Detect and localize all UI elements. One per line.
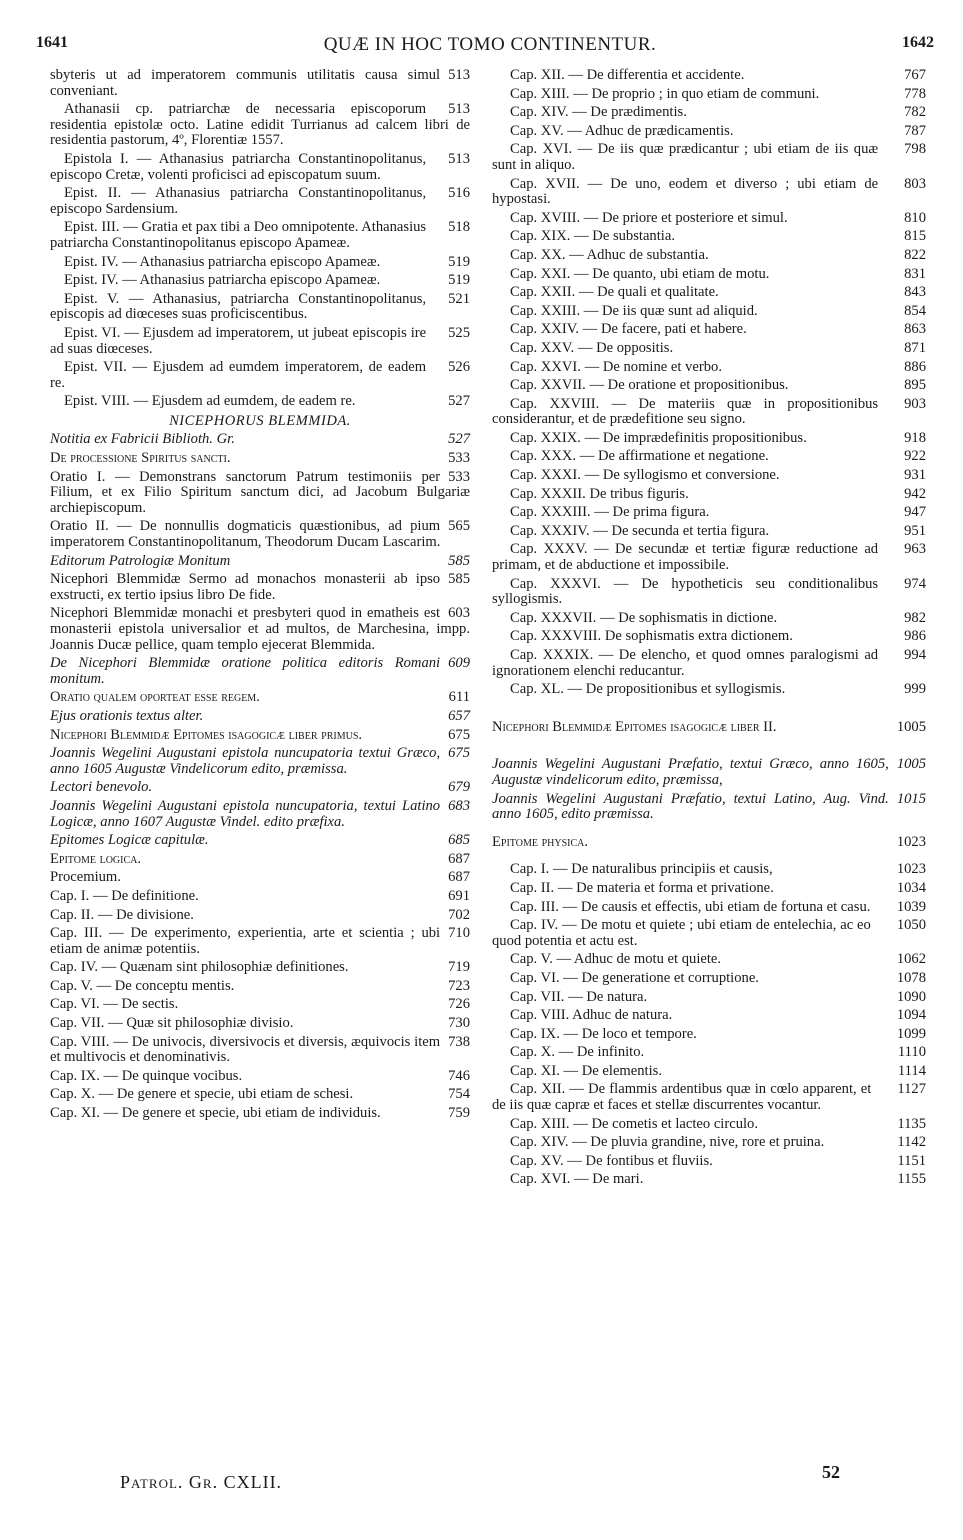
toc-entry [50, 960, 470, 976]
page-number: 822 [904, 246, 926, 263]
entry-text: Nicephori Blemmidæ Sermo ad monachos monasterii ab ipso exstructi, ex tertio ipsius libro De fide. [50, 571, 441, 603]
entry-text: Cap. VIII. — De univocis, diversivocis et diversis, æquivocis item et multivocis et denominativis. [50, 1033, 441, 1066]
entry-text: Cap. XVI. — De iis quæ prædicantur ; ubi etiam de iis quæ sunt in aliquo. [492, 141, 879, 173]
toc-entry [492, 648, 926, 679]
page-number: 951 [904, 522, 926, 539]
entry-text: Cap. V. — Adhuc de motu et quiete. [510, 951, 722, 968]
page-number: 994 [904, 647, 926, 663]
toc-entry [492, 1008, 926, 1024]
page-number: 657 [448, 707, 470, 724]
toc-entry [492, 720, 926, 736]
page-number: 702 [448, 906, 470, 923]
toc-entry [492, 990, 926, 1006]
page-number: 903 [904, 395, 926, 412]
page-number: 719 [448, 959, 470, 976]
entry-text: Epist. V. — Athanasius, patriarcha Constantinopolitanus, episcopis ad diœceses suas proficiscentibus. [50, 290, 427, 323]
page-number: 675 [448, 726, 470, 743]
toc-entry [492, 87, 926, 103]
toc-entry [492, 629, 926, 645]
entry-text: Cap. XV. — De fontibus et fluviis. [510, 1152, 713, 1169]
toc-entry [492, 211, 926, 227]
volume-signature: Patrol. Gr. CXLII. [120, 1472, 283, 1492]
page-number: 726 [448, 996, 470, 1013]
page-number: 687 [448, 869, 470, 886]
entry-text: Cap. VIII. Adhuc de natura. [510, 1007, 673, 1024]
entry-text: Nicephori Blemmidæ Epitomes isagogicæ liber primus. [50, 726, 363, 743]
page-number: 1023 [896, 833, 926, 850]
toc-entry [492, 900, 926, 916]
toc-entry [50, 519, 470, 550]
entry-text: Cap. IV. — Quænam sint philosophiæ definitiones. [50, 959, 349, 976]
entry-text: Cap. XXXVI. — De hypotheticis seu conditionalibus syllogismis. [492, 575, 879, 608]
toc-entry [492, 524, 926, 540]
toc-entry [50, 394, 470, 410]
toc-entry [492, 177, 926, 208]
page-number: 1090 [896, 988, 926, 1005]
entry-text: Cap. XII. — De flammis ardentibus quæ in cœlo apparent, et de iis quæ capræ et faces et stellæ discurrentes vocantur. [492, 1081, 872, 1114]
page-number: 730 [448, 1015, 470, 1032]
toc-entry [492, 142, 926, 173]
toc-entry [50, 656, 470, 687]
toc-entry [50, 690, 470, 706]
page-number: 513 [448, 150, 470, 167]
page-number: 1127 [897, 1081, 926, 1098]
entry-text: De Nicephori Blemmidæ oratione politica editoris Romani monitum. [50, 655, 441, 687]
entry-text: Oratio qualem oporteat esse regem. [50, 689, 260, 706]
page-number: 533 [448, 450, 470, 467]
page-number: 513 [448, 67, 470, 83]
entry-text: Oratio I. — Demonstrans sanctorum Patrum testimoniis per Filium, et ex Filio Spiritum sanctum dici, ad Jacobum Bulgariæ archiepiscopum. [50, 468, 470, 516]
entry-text: Cap. VI. — De sectis. [50, 996, 179, 1013]
entry-text: De processione Spiritus sancti. [50, 450, 231, 467]
entry-text: Epist. III. — Gratia et pax tibi a Deo omnipotente. Athanasius patriarcha Constantinopolitanus episcopo Apameæ. [50, 219, 427, 251]
entry-text: Cap. XXXVIII. De sophismatis extra dictionem. [510, 628, 793, 645]
toc-entry [492, 304, 926, 320]
page-number: 767 [904, 67, 926, 83]
toc-entry [492, 611, 926, 627]
entry-text: Ejus orationis textus alter. [50, 707, 204, 724]
toc-entry [50, 746, 470, 777]
page-number: 815 [904, 228, 926, 245]
toc-entry [492, 1154, 926, 1170]
page-number: 942 [904, 485, 926, 502]
page-number: 533 [448, 468, 470, 485]
entry-text: Cap. XXVII. — De oratione et propositionibus. [510, 377, 789, 394]
page-number: 1005 [896, 756, 926, 773]
entry-text: Cap. XXXV. — De secundæ et tertiæ figuræ reductione ad primam, et de abductione et impossibile. [492, 541, 879, 574]
toc-entry [492, 124, 926, 140]
page-number: 710 [448, 925, 470, 942]
entry-text: Cap. XIII. — De proprio ; in quo etiam de communi. [510, 85, 820, 102]
toc-entry [492, 881, 926, 897]
entry-text: Cap. III. — De causis et effectis, ubi etiam de fortuna et casu. [510, 898, 871, 915]
entry-text: Cap. XXVIII. — De materiis quæ in propositionibus considerantur, et de prædefitione seu signo. [492, 395, 879, 428]
entry-text: Epist. IV. — Athanasius patriarcha episcopo Apameæ. [64, 272, 381, 289]
entry-text: Joannis Wegelini Augustani Præfatio, textui Græco, anno 1605, Augustæ vindelicorum edito, præmissa, [492, 756, 889, 788]
page-number: 565 [448, 518, 470, 535]
entry-text: Lectori benevolo. [50, 779, 153, 796]
toc-entry [492, 431, 926, 447]
page-number: 611 [448, 689, 470, 706]
entry-text: Cap. III. — De experimento, experientia, arte et scientia ; ubi etiam de animæ potentiis. [50, 925, 441, 957]
page-number: 778 [904, 85, 926, 102]
toc-entry [50, 1106, 470, 1122]
entry-text: Oratio II. — De nonnullis dogmaticis quæstionibus, ad pium imperatorem Constantinopolitanum, Theodorum Ducam Lascarim. [50, 518, 441, 551]
page-number: 513 [448, 101, 470, 118]
page-number: 1005 [896, 718, 926, 735]
toc-entry [492, 1172, 926, 1188]
toc-entry [50, 1035, 470, 1066]
entry-text: Cap. XXXIX. — De elencho, et quod omnes paralogismi ad ignorationem elenchi reducantur. [492, 647, 879, 679]
entry-text: Cap. IX. — De loco et tempore. [510, 1025, 697, 1042]
right-column-number: 1642 [902, 34, 934, 51]
toc-entry [492, 505, 926, 521]
page-number: 810 [904, 209, 926, 226]
toc-entry [50, 273, 470, 289]
toc-entry [50, 606, 470, 653]
page-number: 683 [448, 797, 470, 814]
page-number: 527 [448, 393, 470, 410]
toc-entry [492, 862, 926, 878]
toc-entry [50, 102, 470, 149]
right-column [492, 68, 926, 1191]
page-number: 1015 [896, 790, 926, 807]
page-number: 803 [904, 175, 926, 192]
toc-entry [492, 835, 926, 851]
running-title: QUÆ IN HOC TOMO CONTINENTUR. [323, 34, 657, 55]
entry-text: Cap. XXXII. De tribus figuris. [510, 485, 689, 502]
entry-text: Epitomes Logicæ capitulæ. [50, 832, 209, 849]
toc-entry [50, 852, 470, 868]
toc-entry [50, 926, 470, 957]
toc-entry [492, 105, 926, 121]
toc-entry [492, 1135, 926, 1151]
page-number: 687 [448, 850, 470, 867]
page-number: 738 [448, 1033, 470, 1050]
page-number: 863 [904, 321, 926, 338]
page-number: 526 [448, 359, 470, 376]
page-number: 518 [448, 219, 470, 236]
entry-text: Cap. XXXIV. — De secunda et tertia figura. [510, 522, 770, 539]
toc-entry [492, 577, 926, 608]
toc-entry [492, 468, 926, 484]
page-number: 1135 [897, 1115, 926, 1132]
page-number: 1151 [897, 1152, 926, 1169]
page-number: 782 [904, 104, 926, 121]
entry-text: Cap. IX. — De quinque vocibus. [50, 1067, 243, 1084]
entry-text: Joannis Wegelini Augustani epistola nuncupatoria, textui Latino Logicæ, anno 1607 Augustæ Vindel. edito præfixa. [50, 797, 441, 830]
page-number: 886 [904, 358, 926, 375]
page-number: 1114 [897, 1062, 926, 1079]
page-number: 963 [904, 541, 926, 558]
toc-entry [50, 709, 470, 725]
entry-text: Cap. XXXI. — De syllogismo et conversione. [510, 467, 780, 484]
toc-entry [50, 186, 470, 217]
page-number: 931 [904, 467, 926, 484]
toc-entry [492, 1045, 926, 1061]
page-number: 1099 [896, 1025, 926, 1042]
page-number: 1142 [897, 1134, 926, 1151]
toc-entry [50, 292, 470, 323]
entry-text: Joannis Wegelini Augustani Præfatio, textui Latino, Aug. Vind. anno 1605, edito præmissa. [492, 790, 889, 823]
entry-text: Cap. XV. — Adhuc de prædicamentis. [510, 122, 734, 139]
toc-entry [492, 918, 926, 949]
entry-text: Cap. XL. — De propositionibus et syllogismis. [510, 681, 786, 698]
toc-entry [50, 360, 470, 391]
toc-entry [492, 487, 926, 503]
page-number: 986 [904, 628, 926, 645]
entry-text: Cap. XXXVII. — De sophismatis in dictione. [510, 609, 778, 626]
page-number: 527 [448, 431, 470, 448]
toc-entry [50, 470, 470, 517]
toc-entry [492, 971, 926, 987]
entry-text: Cap. XXIV. — De facere, pati et habere. [510, 321, 747, 338]
entry-text: Nicephori Blemmidæ Epitomes isagogicæ liber II. [492, 718, 777, 735]
toc-entry [492, 378, 926, 394]
page-number: 1039 [896, 898, 926, 915]
toc-entry [492, 267, 926, 283]
toc-entry [50, 414, 470, 430]
entry-text: Cap. XIV. — De pluvia grandine, nive, rore et pruina. [510, 1134, 825, 1151]
toc-entry [492, 68, 926, 84]
entry-text: Cap. XXXIII. — De prima figura. [510, 504, 710, 521]
page-number: 1078 [896, 969, 926, 986]
page-number: 603 [448, 605, 470, 622]
page-number: 675 [448, 745, 470, 762]
entry-text: Joannis Wegelini Augustani epistola nuncupatoria textui Græco, anno 1605 Augustæ Vindelicorum edito, præmissa. [50, 745, 441, 777]
page-number: 1034 [896, 879, 926, 896]
toc-entry [492, 360, 926, 376]
entry-text: Epist. IV. — Athanasius patriarcha episcopo Apameæ. [64, 253, 381, 270]
page-number: 759 [448, 1105, 470, 1122]
toc-entry [50, 979, 470, 995]
entry-text: Cap. IV. — De motu et quiete ; ubi etiam de entelechia, ac eo quod potentia et actu est. [492, 917, 871, 949]
entry-text: Cap. II. — De divisione. [50, 906, 194, 923]
entry-text: Cap. XXX. — De affirmatione et negatione. [510, 448, 769, 465]
entry-text: Cap. XIV. — De prædimentis. [510, 104, 687, 121]
page-number: 519 [448, 272, 470, 289]
page-number: 609 [448, 655, 470, 672]
toc-entry [492, 1117, 926, 1133]
entry-text: NICEPHORUS BLEMMIDA. [169, 412, 351, 429]
entry-text: Cap. II. — De materia et forma et privatione. [510, 879, 774, 896]
toc-entry [492, 1064, 926, 1080]
toc-entry [50, 451, 470, 467]
page-number: 922 [904, 448, 926, 465]
toc-entry [492, 397, 926, 428]
page-number: 918 [904, 429, 926, 446]
entry-text: Epist. VII. — Ejusdem ad eumdem imperatorem, de eadem re. [50, 359, 427, 391]
entry-text: Cap. XVI. — De mari. [510, 1171, 644, 1188]
toc-entry [50, 799, 470, 830]
entry-text: Cap. XXVI. — De nomine et verbo. [510, 358, 722, 375]
toc-entry [50, 152, 470, 183]
sheet-number: 52 [822, 1462, 840, 1482]
page-number: 516 [448, 185, 470, 202]
page-number: 691 [448, 887, 470, 904]
toc-entry [492, 248, 926, 264]
toc-entry [492, 1082, 926, 1113]
entry-text: Cap. XI. — De elementis. [510, 1062, 662, 1079]
entry-text: Nicephori Blemmidæ monachi et presbyteri quod in ematheis est monasterii epistola universalior et ad multos, de Marchesina, impp. Joannis Ducæ pellice, quam templo ejecerat Blemmida. [50, 605, 470, 653]
toc-entry [50, 326, 470, 357]
entry-text: Cap. X. — De infinito. [510, 1044, 645, 1061]
page-number: 831 [904, 265, 926, 282]
entry-text: Cap. XI. — De genere et specie, ubi etiam de individuis. [50, 1105, 381, 1122]
page-number: 798 [904, 141, 926, 158]
toc-entry [50, 780, 470, 796]
entry-text: Editorum Patrologiæ Monitum [50, 552, 231, 569]
entry-text: Cap. XX. — Adhuc de substantia. [510, 246, 709, 263]
page-number: 1023 [896, 861, 926, 878]
page-number: 1110 [897, 1044, 926, 1061]
page-number: 947 [904, 504, 926, 521]
page-number: 1094 [896, 1007, 926, 1024]
toc-entry [50, 554, 470, 570]
entry-text: Cap. VII. — Quæ sit philosophiæ divisio. [50, 1015, 294, 1032]
entry-text: Cap. XVIII. — De priore et posteriore et simul. [510, 209, 788, 226]
toc-entry [492, 1027, 926, 1043]
page-number: 1062 [896, 951, 926, 968]
page-number: 974 [904, 575, 926, 592]
page-number: 895 [904, 377, 926, 394]
entry-text: Cap. XXV. — De oppositis. [510, 339, 674, 356]
entry-text: Notitia ex Fabricii Biblioth. Gr. [50, 431, 235, 448]
entry-text: Epist. VI. — Ejusdem ad imperatorem, ut jubeat episcopis ire ad suas diœceses. [50, 324, 427, 357]
entry-text: Epitome physica. [492, 833, 589, 850]
page-number: 585 [448, 571, 470, 588]
toc-entry [50, 220, 470, 251]
left-column [50, 68, 470, 1125]
page-number: 519 [448, 253, 470, 270]
page-number: 754 [448, 1086, 470, 1103]
left-column-number: 1641 [36, 34, 68, 51]
entry-text: Cap. I. — De definitione. [50, 887, 199, 904]
toc-entry [50, 572, 470, 603]
toc-entry [492, 229, 926, 245]
toc-entry [492, 757, 926, 788]
toc-entry [50, 432, 470, 448]
entry-text: Cap. VII. — De natura. [510, 988, 648, 1005]
entry-text: Procemium. [50, 869, 121, 886]
entry-text: sbyteris ut ad imperatorem communis utilitatis causa simul conveniant. [50, 67, 441, 99]
entry-text: Athanasii cp. patriarchæ de necessaria episcoporum residentia epistolæ octo. Latine edidit Turrianus ad calcem libri de residentia pastorum, 4º, Florentiæ 1557. [50, 101, 470, 149]
page-header [0, 34, 963, 56]
entry-text: Cap. XII. — De differentia et accidente. [510, 67, 745, 83]
toc-entry [50, 1069, 470, 1085]
page-number: 521 [448, 290, 470, 307]
entry-text: Epist. II. — Athanasius patriarcha Constantinopolitanus, episcopo Sardensium. [50, 185, 427, 217]
toc-entry [492, 322, 926, 338]
toc-entry [50, 889, 470, 905]
entry-text: Cap. XXI. — De quanto, ubi etiam de motu. [510, 265, 770, 282]
page-number: 723 [448, 977, 470, 994]
toc-entry [50, 1016, 470, 1032]
page-number: 1155 [897, 1171, 926, 1188]
toc-entry [50, 728, 470, 744]
toc-entry [492, 792, 926, 823]
page-number: 787 [904, 122, 926, 139]
toc-entry [50, 255, 470, 271]
page-number: 1050 [896, 917, 926, 934]
toc-entry [50, 908, 470, 924]
page-number: 843 [904, 284, 926, 301]
entry-text: Cap. I. — De naturalibus principiis et causis, [510, 861, 773, 878]
page-number: 585 [448, 552, 470, 569]
toc-entry [492, 682, 926, 698]
page-number: 854 [904, 302, 926, 319]
entry-text: Cap. X. — De genere et specie, ubi etiam de schesi. [50, 1086, 354, 1103]
page-number: 999 [904, 681, 926, 698]
page-number: 525 [448, 324, 470, 341]
entry-text: Cap. XVII. — De uno, eodem et diverso ; ubi etiam de hypostasi. [492, 175, 879, 208]
entry-text: Epist. VIII. — Ejusdem ad eumdem, de eadem re. [64, 393, 356, 410]
toc-entry [492, 341, 926, 357]
entry-text: Cap. XXII. — De quali et qualitate. [510, 284, 719, 301]
entry-text: Cap. XIII. — De cometis et lacteo circulo. [510, 1115, 759, 1132]
page-number: 871 [904, 339, 926, 356]
page-number: 982 [904, 609, 926, 626]
toc-entry [492, 449, 926, 465]
page-number: 685 [448, 832, 470, 849]
entry-text: Epitome logica. [50, 850, 142, 867]
toc-entry [50, 870, 470, 886]
toc-entry [50, 997, 470, 1013]
entry-text: Epistola I. — Athanasius patriarcha Constantinopolitanus, episcopo Cretæ, volenti proficisci ad episcopatum suum. [50, 150, 427, 183]
page-number: 679 [448, 779, 470, 796]
entry-text: Cap. VI. — De generatione et corruptione. [510, 969, 759, 986]
toc-entry [492, 542, 926, 573]
page-number: 746 [448, 1067, 470, 1084]
toc-entry [50, 68, 470, 99]
toc-entry [492, 952, 926, 968]
toc-entry [50, 1087, 470, 1103]
entry-text: Cap. XXIII. — De iis quæ sunt ad aliquid. [510, 302, 758, 319]
entry-text: Cap. XIX. — De substantia. [510, 228, 675, 245]
entry-text: Cap. XXIX. — De imprædefinitis propositionibus. [510, 429, 807, 446]
toc-entry [50, 833, 470, 849]
entry-text: Cap. V. — De conceptu mentis. [50, 977, 235, 994]
toc-entry [492, 285, 926, 301]
